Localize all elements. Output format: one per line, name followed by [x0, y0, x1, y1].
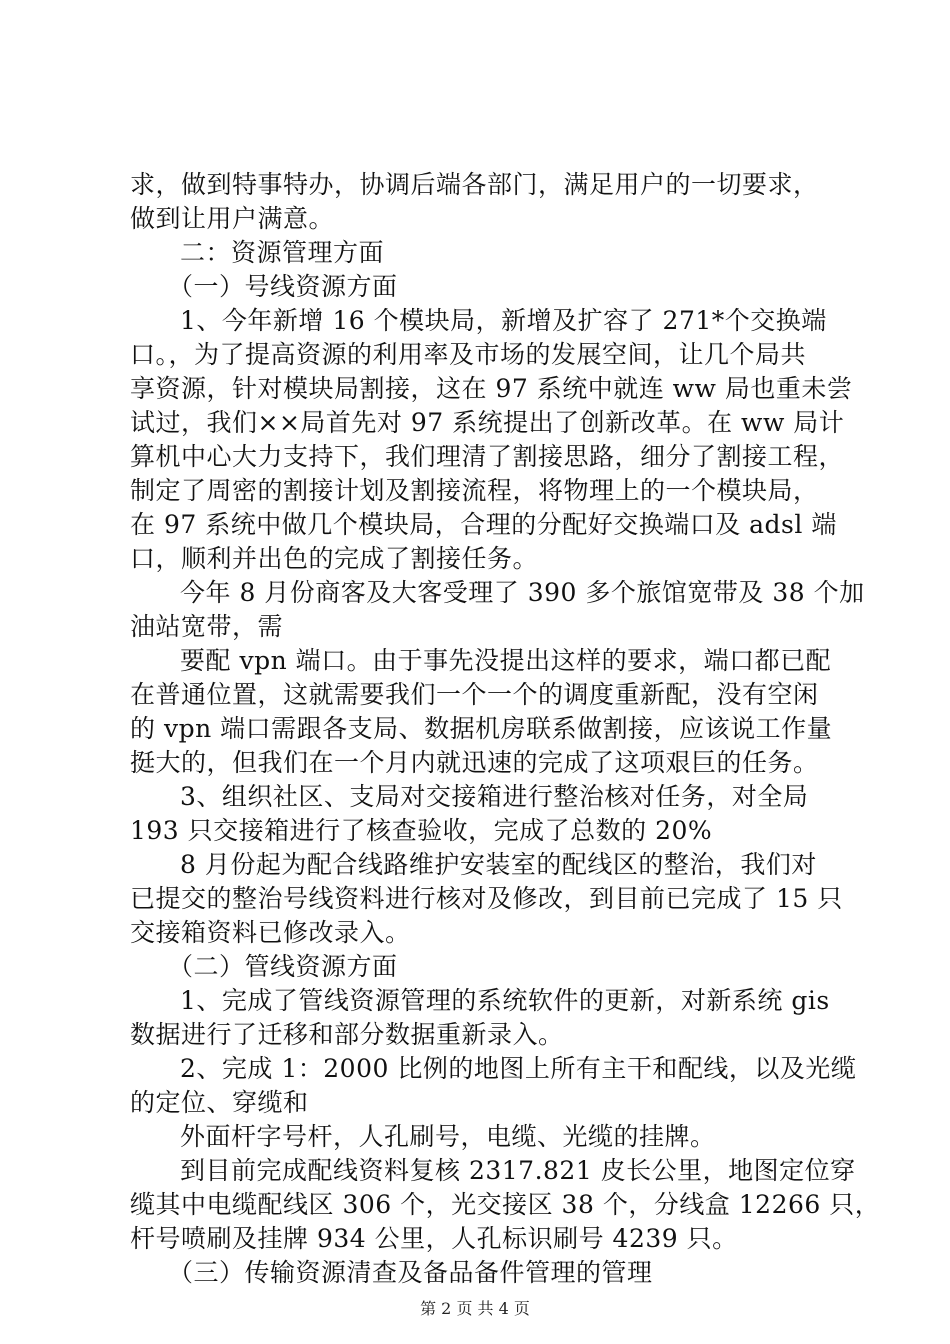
subsection-heading: （一）号线资源方面 — [168, 272, 398, 301]
text-line: 193 只交接箱进行了核查验收，完成了总数的 20% — [130, 816, 713, 845]
text-line: 1、完成了管线资源管理的系统软件的更新，对新系统 gis — [180, 986, 830, 1015]
subsection-heading: （二）管线资源方面 — [168, 952, 398, 981]
text-line: 已提交的整治号线资料进行核对及修改，到目前已完成了 15 只 — [130, 884, 843, 913]
text-line: 制定了周密的割接计划及割接流程，将物理上的一个模块局， — [130, 476, 819, 505]
text-line: 1、今年新增 16 个模块局，新增及扩容了 271*个交换端 — [180, 306, 827, 335]
text-line: 享资源，针对模块局割接，这在 97 系统中就连 ww 局也重未尝 — [130, 374, 853, 403]
text-line: 杆号喷刷及挂牌 934 公里，人孔标识刷号 4239 只。 — [130, 1224, 738, 1253]
text-line: 外面杆字号杆，人孔刷号，电缆、光缆的挂牌。 — [180, 1122, 716, 1151]
text-line: 试过，我们××局首先对 97 系统提出了创新改革。在 ww 局计 — [130, 408, 845, 437]
text-line: 数据进行了迁移和部分数据重新录入。 — [130, 1020, 564, 1049]
subsection-heading: （三）传输资源清查及备品备件管理的管理 — [168, 1258, 653, 1287]
text-line: 口。，为了提高资源的利用率及市场的发展空间，让几个局共 — [130, 340, 807, 369]
page-footer: 第 2 页 共 4 页 — [420, 1299, 530, 1318]
text-line: 交接箱资料已修改录入。 — [130, 918, 411, 947]
text-line: 的定位、穿缆和 — [130, 1088, 309, 1117]
text-line: 口，顺利并出色的完成了割接任务。 — [130, 544, 539, 573]
text-line: 的 vpn 端口需跟各支局、数据机房联系做割接，应该说工作量 — [130, 714, 833, 743]
text-line: 算机中心大力支持下，我们理清了割接思路，细分了割接工程， — [130, 442, 845, 471]
text-line: 8 月份起为配合线路维护安装室的配线区的整治，我们对 — [180, 850, 817, 879]
text-line: 做到让用户满意。 — [130, 204, 335, 233]
text-line: 2、完成 1：2000 比例的地图上所有主干和配线，以及光缆 — [180, 1054, 857, 1083]
text-line: 在 97 系统中做几个模块局，合理的分配好交换端口及 adsl 端 — [130, 510, 837, 539]
text-line: 缆其中电缆配线区 306 个，光交接区 38 个，分线盒 12266 只， — [130, 1190, 881, 1219]
text-line: 今年 8 月份商客及大客受理了 390 多个旅馆宽带及 38 个加 — [180, 578, 865, 607]
text-line: 到目前完成配线资料复核 2317.821 皮长公里，地图定位穿 — [180, 1156, 856, 1185]
text-line: 3、组织社区、支局对交接箱进行整治核对任务，对全局 — [180, 782, 809, 811]
text-line: 要配 vpn 端口。由于事先没提出这样的要求，端口都已配 — [180, 646, 832, 675]
text-line: 挺大的，但我们在一个月内就迅速的完成了这项艰巨的任务。 — [130, 748, 819, 777]
text-line: 在普通位置，这就需要我们一个一个的调度重新配，没有空闲 — [130, 680, 819, 709]
text-line: 求，做到特事特办，协调后端各部门，满足用户的一切要求， — [130, 170, 819, 199]
text-line: 油站宽带，需 — [130, 612, 284, 641]
section-heading: 二：资源管理方面 — [180, 238, 385, 267]
